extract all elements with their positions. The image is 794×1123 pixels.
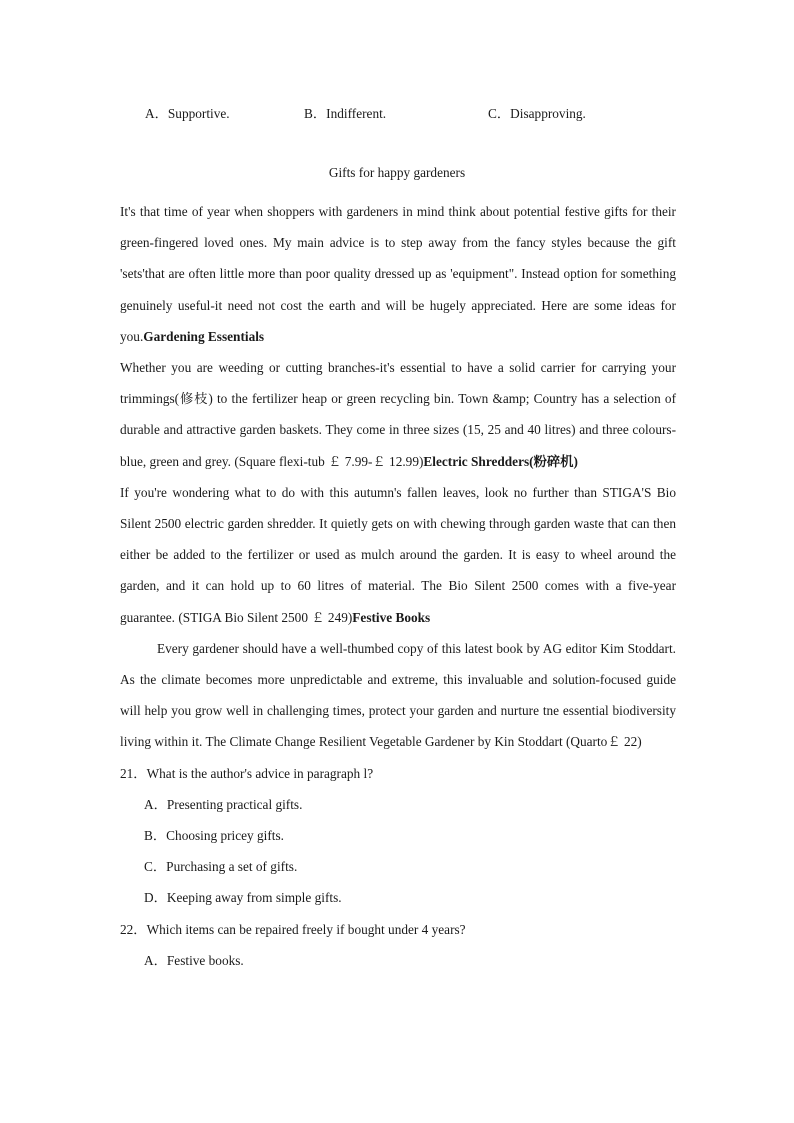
section-paragraph-gardening xyxy=(120,352,676,477)
section-paragraph-books: Every gardener should have a well-thumbed copy of this latest book by AG editor Kim Stoddart. As the climate becomes more unpredictable and extreme, this invaluable and solution-focused guide will help you grow well in challenging times, protect your garden and nurture tne essential biodiversity living within it. The Climate Change Resilient Vegetable Gardener by Kin Stoddart (Quarto￡ 22) xyxy=(120,640,676,750)
option-label: D． xyxy=(144,890,167,906)
question-21-option-c xyxy=(120,851,676,882)
question-21-option-a xyxy=(120,789,676,820)
prev-option-b xyxy=(304,103,386,122)
section-text-gardening: Whether you are weeding or cutting branches-it's essential to have a solid carrier for carrying your trimmings(修枝) to the fertilizer heap or green recycling bin. Town &amp; Country has a selection of durable and attractive garden baskets. They come in three sizes (15, 25 and 40 litres) and three colours-blue, green and grey. (Square flexi-tub ￡ 7.99-￡ 12.99) xyxy=(120,360,676,469)
question-21 xyxy=(120,758,676,789)
section-heading-electric-shredders: Electric Shredders(粉碎机) xyxy=(423,453,578,469)
section-heading-festive-books: Festive Books xyxy=(352,609,431,625)
question-text: What is the author's advice in paragraph l? xyxy=(146,765,374,781)
prev-option-a xyxy=(145,103,230,122)
previous-question-options xyxy=(0,103,794,123)
option-label: B． xyxy=(304,106,327,121)
option-text: Keeping away from simple gifts. xyxy=(166,890,342,906)
option-label: A． xyxy=(144,796,167,812)
section-paragraph-shredders xyxy=(120,477,676,633)
question-number: 22． xyxy=(120,921,147,937)
question-text: Which items can be repaired freely if bought under 4 years? xyxy=(146,921,466,937)
option-text: Festive books. xyxy=(166,952,244,968)
option-text: Supportive. xyxy=(167,106,230,121)
section-heading-gardening-essentials: Gardening Essentials xyxy=(143,328,265,344)
section-text-shredders: If you're wondering what to do with this autumn's fallen leaves, look no further than STIGA'S Bio Silent 2500 electric garden shredder. It quietly gets on with chewing through garden waste that can then either be added to the fertilizer or used as mulch around the garden. It is easy to wheel around the garden, and it can hold up to 60 litres of material. The Bio Silent 2500 comes with a five-year guarantee. (STIGA Bio Silent 2500 ￡ 249) xyxy=(120,484,676,625)
question-21-option-d xyxy=(120,882,676,913)
option-text: Purchasing a set of gifts. xyxy=(166,859,298,875)
option-text: Choosing pricey gifts. xyxy=(166,828,284,844)
question-21-option-b xyxy=(120,820,676,851)
option-text: Indifferent. xyxy=(326,106,387,121)
option-text: Disapproving. xyxy=(510,106,586,121)
option-label: C． xyxy=(144,859,167,875)
option-text: Presenting practical gifts. xyxy=(166,796,303,812)
intro-paragraph xyxy=(120,196,676,352)
option-label: B． xyxy=(144,828,167,844)
article-body xyxy=(120,196,676,976)
question-22 xyxy=(120,914,676,945)
option-label: C． xyxy=(488,106,511,121)
option-label: A． xyxy=(144,952,167,968)
question-number: 21． xyxy=(120,765,147,781)
option-label: A． xyxy=(145,106,168,121)
intro-text: It's that time of year when shoppers with gardeners in mind think about potential festive gifts for their green-fingered loved ones. My main advice is to step away from the fancy styles because the gift 'sets'that are often little more than poor quality dressed up as 'equipment". Instead option for something genuinely useful-it need not cost the earth and will be hugely appreciated. Here are some ideas for you. xyxy=(120,204,676,344)
article-title: Gifts for happy gardeners xyxy=(328,165,466,180)
prev-option-c xyxy=(488,103,586,122)
question-22-option-a xyxy=(120,945,676,976)
